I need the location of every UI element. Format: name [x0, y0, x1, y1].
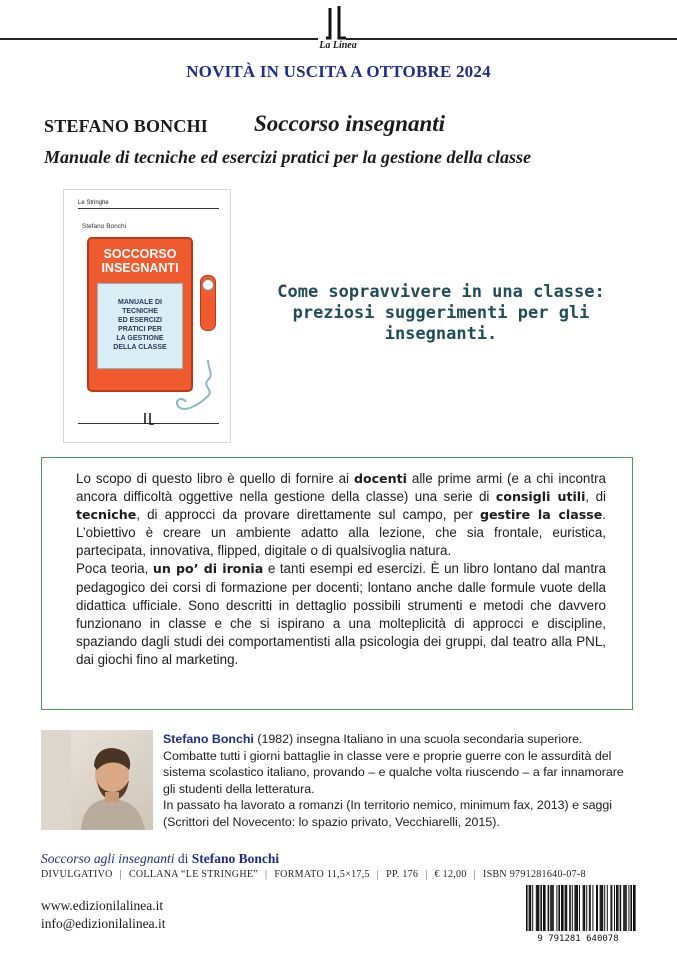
book-tagline: Come sopravvivere in una classe: preziosi suggerimenti per gli insegnanti. [277, 282, 605, 344]
isbn-barcode [520, 883, 636, 943]
bio-paragraph-1: Stefano Bonchi (1982) insegna Italiano in una scuola secondaria superiore. Combatte tutti i giorni battaglie in classe vere e proprie guerre con le assurdità del sistema scolastico italiano, provando – e qualche volta riuscendo – a far innamorare gli studenti della letteratura. [163, 732, 624, 796]
bio-paragraph-2: In passato ha lavorato a romanzi (In territorio nemico, minimum fax, 2013) e saggi (Scrittori del Novecento: lo spazio privato, Vecchiarelli, 2015). [163, 798, 613, 829]
cover-rule-top [78, 208, 219, 209]
description-text [76, 470, 606, 669]
spec-genre: DIVULGATIVO [41, 869, 113, 880]
book-cover [63, 189, 231, 443]
spec-pages: PP. 176 [386, 869, 419, 880]
author-photo [41, 730, 153, 830]
spec-isbn: ISBN 9791281640-07-8 [482, 869, 586, 880]
header-rule-left [0, 38, 318, 40]
cover-knob-icon [202, 279, 214, 291]
footer-book-reference: Soccorso agli insegnanti di Stefano Bonchi [41, 851, 280, 866]
cover-logo-icon [142, 413, 154, 425]
la-linea-logo-icon [325, 6, 347, 40]
cover-title: SOCCORSO INSEGNANTI [101, 247, 179, 275]
description-paragraph-2: Poca teoria, un po’ di ironia e tanti esempi ed esercizi. È un libro lontano dal mantra pedagogico dei corsi di formazione per docenti; lontano anche dalle formule vuote della didattica ufficiale. Sono descritti in dettaglio possibili strumenti e metodi che davvero funzionano in classe e che si ispirano a una molteplicità di approcci e discipline, spaziando dagli studi dei comportamentisti alla psicologia dei gruppi, dal teatro alla PNL, dai giochi fino al marketing. [76, 561, 607, 667]
book-subtitle: Manuale di tecniche ed esercizi pratici per la gestione della classe [44, 147, 531, 167]
release-headline: NOVITÀ IN USCITA A OTTOBRE 2024 [186, 62, 491, 81]
website-link[interactable]: www.edizionilalinea.it [41, 898, 164, 913]
cover-author: Stefano Bonchi [82, 223, 127, 230]
spec-series: COLLANA “LE STRINGHE” [128, 869, 258, 880]
bio-author-name: Stefano Bonchi [163, 732, 254, 746]
book-author: STEFANO BONCHI [44, 116, 208, 136]
book-title: Soccorso insegnanti [254, 111, 446, 136]
author-bio [163, 731, 638, 831]
spec-format: FORMATO 11,5×17,5 [274, 869, 370, 880]
book-specs: DIVULGATIVO | COLLANA “LE STRINGHE” | FORMATO 11,5×17,5 | PP. 176 | € 12,00 | ISBN 9791281640-07-8 [41, 869, 586, 880]
publisher-logo-text: La Linea [319, 40, 357, 51]
header-rule-right [346, 38, 677, 40]
cover-glass-panel [97, 283, 183, 369]
spec-price: € 12,00 [434, 869, 467, 880]
cover-cord-icon [170, 360, 216, 420]
cover-panel-text: MANUALE DI TECNICHE ED ESERCIZI PRATICI PER LA GESTIONE DELLA CLASSE [113, 299, 167, 351]
description-paragraph-1: Lo scopo di questo libro è quello di fornire ai docenti alle prime armi (e a chi incontra ancora difficoltà oggettive nella gestione della classe) una serie di consigli utili, di tecniche, di approcci da provare direttamente sul campo, per gestire la classe. L’obiettivo è creare un ambiente adatto alla lezione, che sia frontale, euristica, partecipata, innovativa, flipped, digitale o di qualsivoglia natura. [76, 471, 606, 559]
cover-series: Le Stringhe [78, 200, 109, 206]
barcode-number: 9 791281 640078 [537, 934, 619, 943]
description-box [41, 457, 633, 710]
email-link[interactable]: info@edizionilalinea.it [41, 916, 166, 931]
